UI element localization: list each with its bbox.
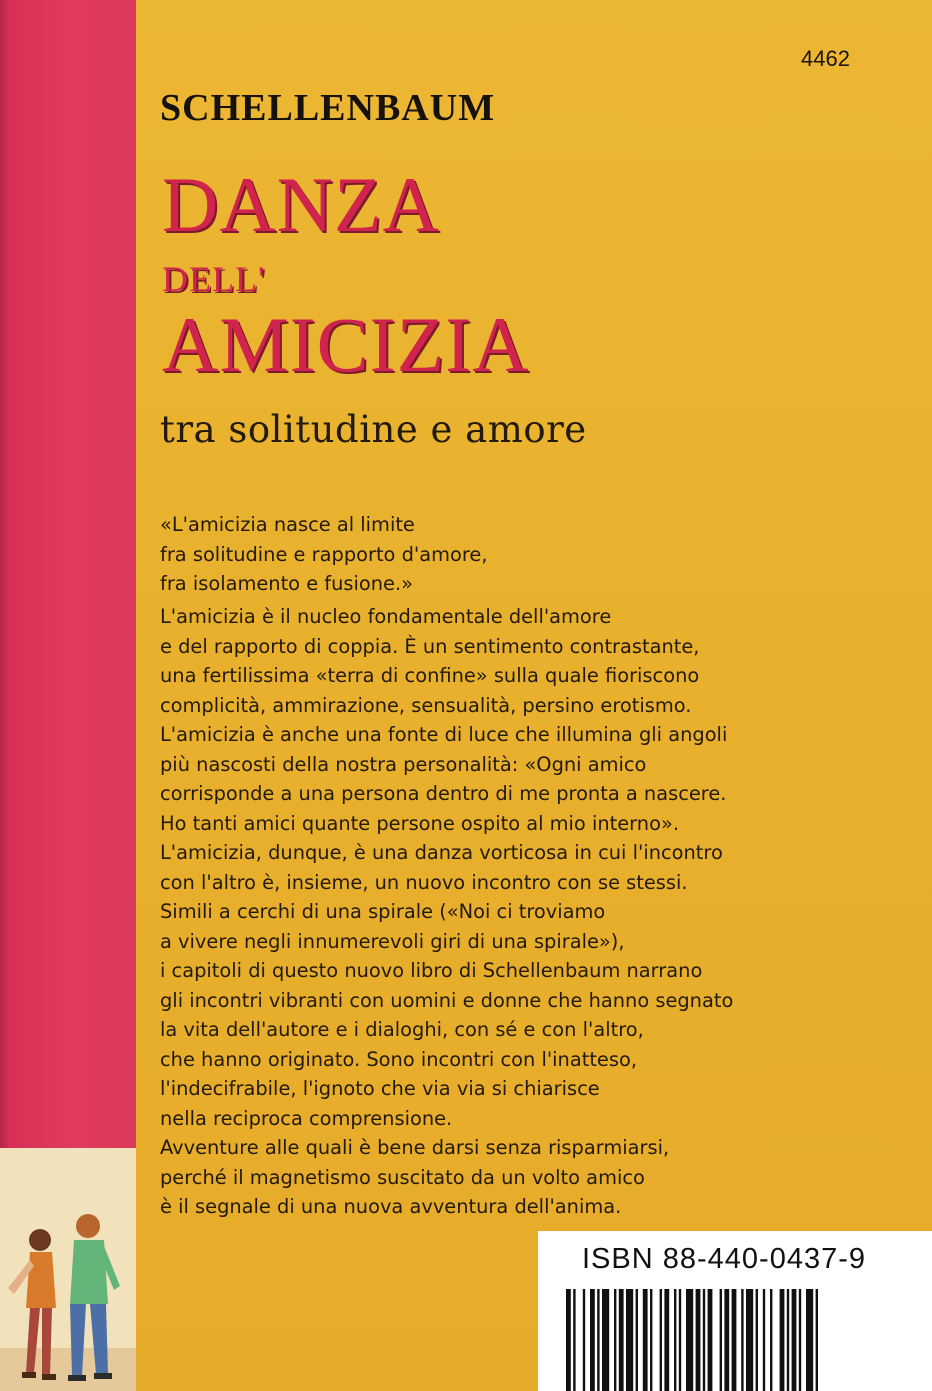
body-line: a vivere negli innumerevoli giri di una spirale»), <box>160 929 625 953</box>
quote-line: fra solitudine e rapporto d'amore, <box>160 542 488 566</box>
body-line: L'amicizia è il nucleo fondamentale dell'amore <box>160 605 612 628</box>
subtitle: tra solitudine e amore <box>160 408 587 451</box>
body-line: l'indecifrabile, l'ignoto che via via si chiarisce <box>160 1077 600 1100</box>
title-line-3: AMICIZIA <box>162 301 530 388</box>
body-line: Simili a cerchi di una spirale («Noi ci troviamo <box>160 900 606 923</box>
quote-block <box>160 510 860 599</box>
body-line: che hanno originato. Sono incontri con l'inatteso, <box>160 1047 637 1071</box>
body-line: L'amicizia è anche una fonte di luce che illumina gli angoli <box>160 723 728 746</box>
isbn-number: ISBN 88-440-0437-9 <box>582 1243 866 1275</box>
spine-band <box>0 0 136 1148</box>
isbn-barcode-box <box>538 1231 932 1391</box>
body-line: L'amicizia, dunque, è una danza vorticosa in cui l'incontro <box>160 841 723 864</box>
title-line-1: DANZA <box>162 161 440 248</box>
body-line: nella reciproca comprensione. <box>160 1106 453 1130</box>
catalog-number: 4462 <box>801 46 850 71</box>
description-block <box>160 602 860 1222</box>
quote-line: «L'amicizia nasce al limite <box>160 513 415 536</box>
barcode-icon <box>566 1289 906 1391</box>
title-line-2: DELL' <box>162 259 266 299</box>
body-line: con l'altro è, insieme, un nuovo incontro con se stessi. <box>160 870 688 894</box>
body-line: e del rapporto di coppia. È un sentimento contrastante, <box>160 634 700 658</box>
author-name: SCHELLENBAUM <box>160 87 496 129</box>
body-line: Ho tanti amici quante persone ospito al mio interno». <box>160 811 679 835</box>
couple-walking-icon <box>0 1148 136 1391</box>
body-line: più nascosti della nostra personalità: «Ogni amico <box>160 752 647 776</box>
body-line: perché il magnetismo suscitato da un volto amico <box>160 1165 645 1189</box>
body-line: è il segnale di una nuova avventura dell'anima. <box>160 1195 622 1218</box>
body-line: Avventure alle quali è bene darsi senza risparmiarsi, <box>160 1136 670 1159</box>
body-line: gli incontri vibranti con uomini e donne che hanno segnato <box>160 988 734 1012</box>
quote-line: fra isolamento e fusione.» <box>160 572 414 595</box>
body-line: i capitoli di questo nuovo libro di Schellenbaum narrano <box>160 959 703 982</box>
body-line: la vita dell'autore e i dialoghi, con sé e con l'altro, <box>160 1018 644 1041</box>
body-line: corrisponde a una persona dentro di me pronta a nascere. <box>160 782 727 805</box>
body-line: complicità, ammirazione, sensualità, persino erotismo. <box>160 693 692 717</box>
couple-illustration <box>0 1148 136 1391</box>
body-line: una fertilissima «terra di confine» sulla quale fioriscono <box>160 664 700 687</box>
